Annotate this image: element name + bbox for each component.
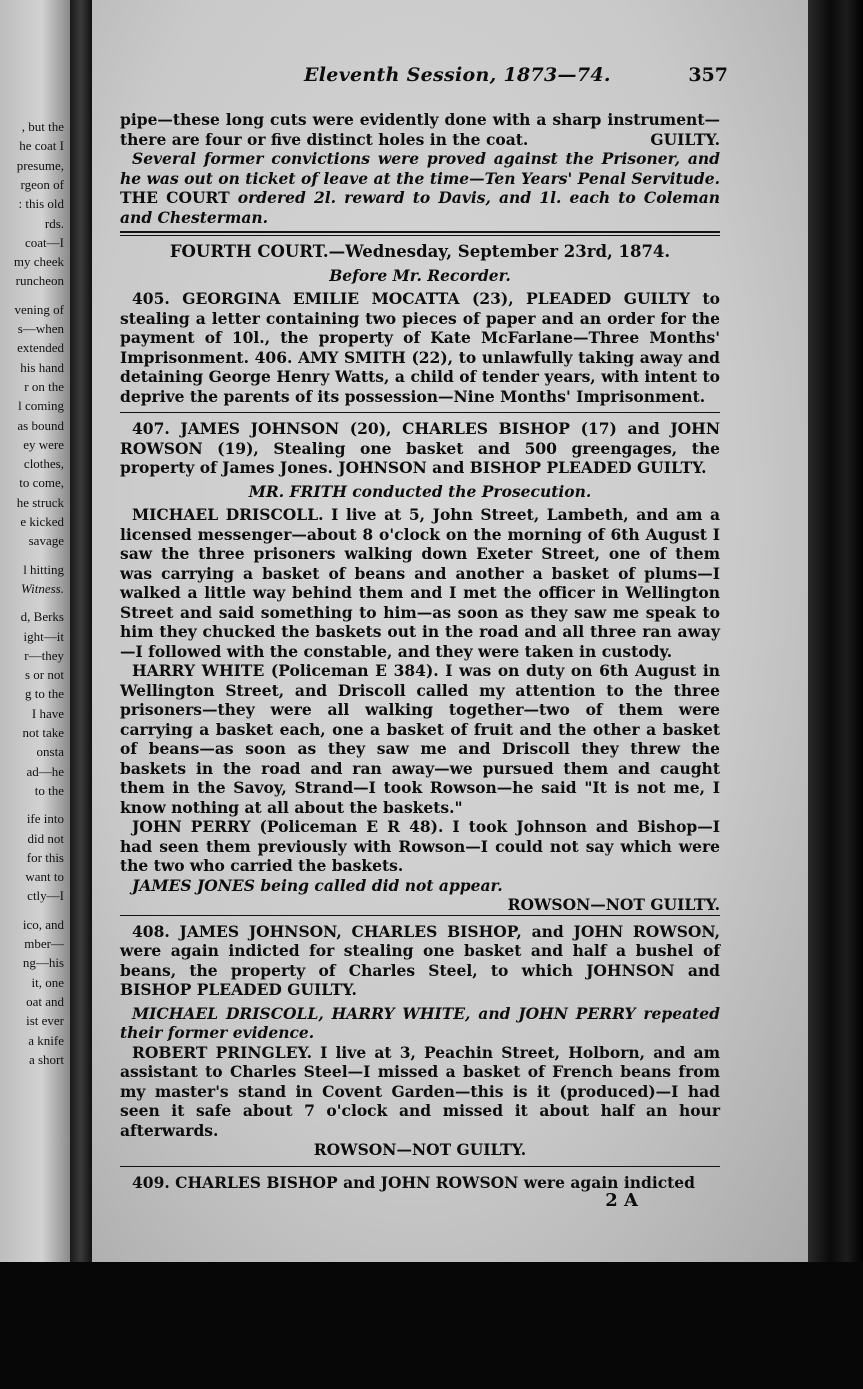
left-page-fragment: e kicked [20, 514, 64, 529]
left-page-fragment: : this old [18, 196, 64, 212]
left-page-fragment: rds. [44, 215, 64, 231]
verdict-408: ROWSON—NOT GUILTY. [313, 1140, 527, 1159]
book-gutter [70, 0, 92, 1275]
case-405: 405. GEORGINA EMILIE MOCATTA (23), PLEADED GUILTY to stealing a letter containing two pieces of paper and an order for the payment of 10l., the property of Kate McFarlane—Three Months' Imprisonment. 406. AMY SMITH (22), to unlawfully taking away and detaining George Henry Watts, a child of tender years, with intent to deprive the parents of its possession—Nine Months' Imprisonment. [120, 289, 720, 406]
running-head: Eleventh Session, 1873—74. [304, 64, 611, 86]
left-page-fragment: , but the [21, 119, 64, 134]
left-page-fragment: want to [25, 869, 64, 885]
left-page-fragment: d, Berks [20, 609, 64, 625]
left-page-fragment: extended [17, 340, 64, 356]
left-page-fragment: ico, and [22, 916, 64, 932]
left-page-fragment: did not [27, 830, 64, 846]
case-rule-3 [120, 1166, 720, 1167]
left-page-fragment: l hitting [23, 561, 64, 577]
left-page-fragment: he struck [16, 494, 64, 510]
left-page-margin [0, 0, 70, 1262]
left-page-fragment: to the [34, 782, 64, 798]
case-409: 409. CHARLES BISHOP and JOHN ROWSON were again indicted [132, 1172, 696, 1192]
left-page-fragment: his hand [20, 359, 64, 375]
left-page-fragment: to come, [19, 475, 64, 491]
left-page-fragment: my cheek [13, 254, 64, 270]
page-body [120, 110, 720, 1192]
left-page-fragment: as bound [17, 417, 64, 433]
left-page-fragment: ng—his [22, 955, 64, 971]
left-page-fragment: presume, [16, 157, 64, 173]
left-page-fragment: a short [28, 1051, 64, 1067]
left-page-fragment: I have [31, 705, 64, 721]
left-page-fragment: r—they [24, 647, 64, 663]
left-page-fragment: ad—he [26, 763, 64, 779]
left-page-fragment: vening of [14, 301, 64, 317]
book-edge [808, 0, 863, 1300]
section-rule [120, 231, 720, 236]
verdict-407: ROWSON—NOT GUILTY. [507, 895, 720, 914]
testimony-pringley: ROBERT PRINGLEY. I live at 3, Peachin Street, Holborn, and am assistant to Charles Steel—I missed a basket of French beans from my master's stand in Covent Garden—this is it (produced)—I had seen it safe about 7 o'clock and missed it about half an hour afterwards. [120, 1042, 720, 1140]
left-page-fragment: ist ever [26, 1013, 64, 1029]
prosecution-note: MR. FRITH conducted the Prosecution. [248, 481, 592, 501]
testimony-perry: JOHN PERRY (Policeman E R 48). I took Johnson and Bishop—I had seen them previously with Rowson—I could not say which were the two who carried the baskets. [120, 817, 720, 875]
case-rule [120, 412, 720, 413]
left-page-fragment: Witness. [21, 580, 64, 596]
left-page-fragment: it, one [31, 974, 64, 990]
continued-paragraph: pipe—these long cuts were evidently done with a sharp instrument—there are four or five distinct holes in the coat. GUILTY. [120, 110, 720, 149]
bottom-shadow [0, 1262, 863, 1389]
left-page-fragment: g to the [25, 686, 64, 702]
testimony-driscoll: MICHAEL DRISCOLL. I live at 5, John Street, Lambeth, and am a licensed messenger—about 8 o'clock on the morning of 6th August I saw the three prisoners walking down Exeter Street, one of them was carrying a basket of beans and another a basket of plums—I walked a little way behind them and I met the officer in Wellington Street and said something to him—as soon as they saw me speak to him they chucked the baskets out in the road and all three ran away—I followed with the constable, and they were taken in custody. [120, 505, 720, 661]
left-page-fragment: oat and [26, 993, 64, 1009]
repeated-evidence: MICHAEL DRISCOLL, HARRY WHITE, and JOHN PERRY repeated their former evidence. [120, 1003, 720, 1042]
before-judge: Before Mr. Recorder. [329, 265, 511, 285]
testimony-white: HARRY WHITE (Policeman E 384). I was on duty on 6th August in Wellington Street, and Driscoll called my attention to the three prisoners—they were all walking together—two of them were carrying a basket each, one a basket of fruit and the other a basket of beans—as soon as they saw me and Driscoll they threw the baskets in the road and ran away—we pursued them and caught them in the Savoy, Strand—I took Rowson—he said "It is not me, I know nothing at all about the baskets." [120, 661, 720, 817]
case-407: 407. JAMES JOHNSON (20), CHARLES BISHOP (17) and JOHN ROWSON (19), Stealing one basket and 500 greengages, the property of James Jones. JOHNSON and BISHOP PLEADED GUILTY. [120, 419, 720, 477]
signature-mark: 2 A [605, 1190, 638, 1211]
jones-note: JAMES JONES being called did not appear. ROWSON—NOT GUILTY. [132, 875, 720, 914]
left-page-fragment: r on the [24, 378, 64, 394]
left-page-fragment: he coat I [19, 138, 64, 154]
left-page-fragment: mber— [24, 936, 64, 951]
left-page-fragment: for this [26, 849, 64, 865]
case-408: 408. JAMES JOHNSON, CHARLES BISHOP, and JOHN ROWSON, were again indicted for stealing one basket and half a bushel of beans, the property of Charles Steel, to which JOHNSON and BISHOP PLEADED GUILTY. [120, 921, 720, 999]
sentence-paragraph: Several former convictions were proved against the Prisoner, and he was out on ticket of leave at the time—Ten Years' Penal Servitude. THE COURT ordered 2l. reward to Davis, and 1l. each to Coleman and Chesterman. [120, 149, 721, 227]
left-page-fragment: runcheon [15, 273, 64, 289]
left-page-fragment: clothes, [23, 456, 64, 472]
book-page [92, 0, 808, 1262]
case-rule-2 [120, 915, 720, 916]
left-page-fragment: ight—it [23, 628, 64, 644]
court-heading: FOURTH COURT.—Wednesday, September 23rd, 1874. [169, 242, 671, 261]
left-page-fragment: a knife [28, 1032, 64, 1048]
left-page-fragment: s or not [25, 667, 64, 683]
left-page-fragment: ife into [26, 811, 64, 827]
left-page-fragment: rgeon of [20, 176, 64, 192]
left-page-fragment: not take [22, 725, 64, 740]
left-page-fragment: coat—I [25, 234, 64, 250]
page-number: 357 [688, 64, 728, 86]
left-page-fragment: savage [28, 533, 64, 549]
left-page-fragment: onsta [36, 744, 64, 760]
left-page-fragment: s—when [17, 321, 64, 336]
verdict-guilty: GUILTY. [650, 129, 720, 149]
left-page-fragment: ey were [23, 436, 64, 452]
left-page-fragment: l coming [18, 398, 64, 414]
left-page-fragment: ctly—I [27, 888, 64, 904]
